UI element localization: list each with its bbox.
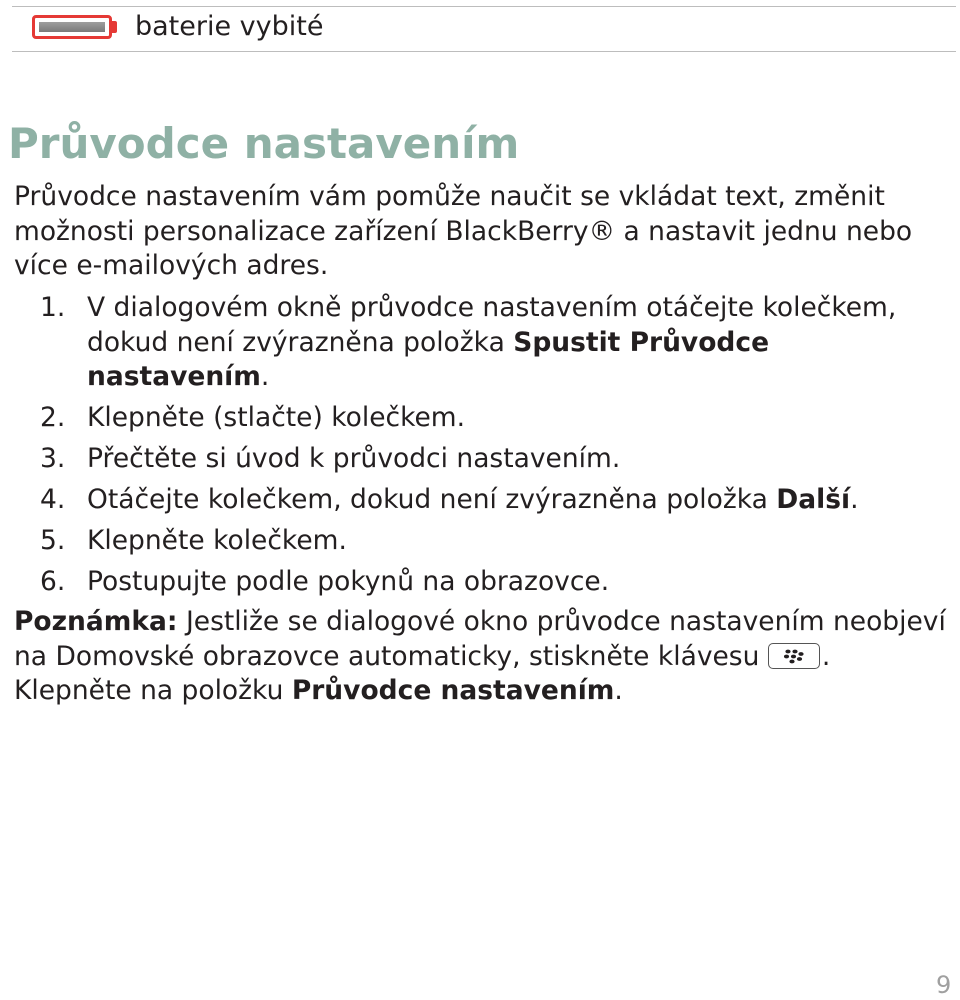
note-text-2: . Klepněte na položku xyxy=(14,640,831,706)
step-item xyxy=(40,483,940,518)
step-number: 4. xyxy=(40,484,66,515)
step-punctuation: . xyxy=(850,484,859,515)
intro-paragraph: Průvodce nastavením vám pomůže naučit se vkládat text, změnit možnosti personalizace zařízení BlackBerry® a nastavit jednu nebo více e-mailových adres. xyxy=(14,181,913,281)
step-number: 6. xyxy=(40,566,66,597)
page-title: Průvodce nastavením xyxy=(8,119,520,168)
step-text: V dialogovém okně průvodce nastavením otáčejte kolečkem, dokud není zvýrazněna položka xyxy=(87,292,897,358)
step-item xyxy=(40,291,940,395)
battery-status-label: baterie vybité xyxy=(135,11,324,42)
step-punctuation: . xyxy=(260,361,270,392)
step-number: 5. xyxy=(40,525,66,556)
page-number: 9 xyxy=(936,971,952,999)
step-number: 2. xyxy=(40,402,66,433)
step-item xyxy=(40,401,940,436)
step-ui-label: Další xyxy=(776,484,851,515)
blackberry-menu-key-icon xyxy=(768,643,820,669)
note-label: Poznámka: xyxy=(14,606,178,637)
steps-list xyxy=(40,291,940,606)
step-item xyxy=(40,442,940,477)
battery-cap xyxy=(112,21,117,33)
note-text: Jestliže se dialogové okno průvodce nastavením neobjeví na Domovské obrazovce automaticky, stiskněte klávesu xyxy=(14,606,946,672)
step-number: 1. xyxy=(40,292,66,323)
step-text: Přečtěte si úvod k průvodci nastavením. xyxy=(87,443,621,474)
step-text: Otáčejte kolečkem, dokud není zvýrazněna položka xyxy=(87,484,777,515)
step-number: 3. xyxy=(40,443,66,474)
step-text: Klepněte kolečkem. xyxy=(87,525,347,556)
step-text: Postupujte podle pokynů na obrazovce. xyxy=(87,566,610,597)
step-ui-label: Spustit Průvodce nastavením xyxy=(87,326,770,392)
step-item xyxy=(40,565,940,600)
battery-status-row xyxy=(12,6,956,52)
note-punctuation: . xyxy=(614,675,623,706)
battery-fill xyxy=(39,22,105,32)
step-item xyxy=(40,524,940,559)
step-text: Klepněte (stlačte) kolečkem. xyxy=(87,402,466,433)
battery-empty-icon xyxy=(32,15,112,39)
note-paragraph xyxy=(14,605,954,709)
note-ui-label: Průvodce nastavením xyxy=(291,675,615,706)
